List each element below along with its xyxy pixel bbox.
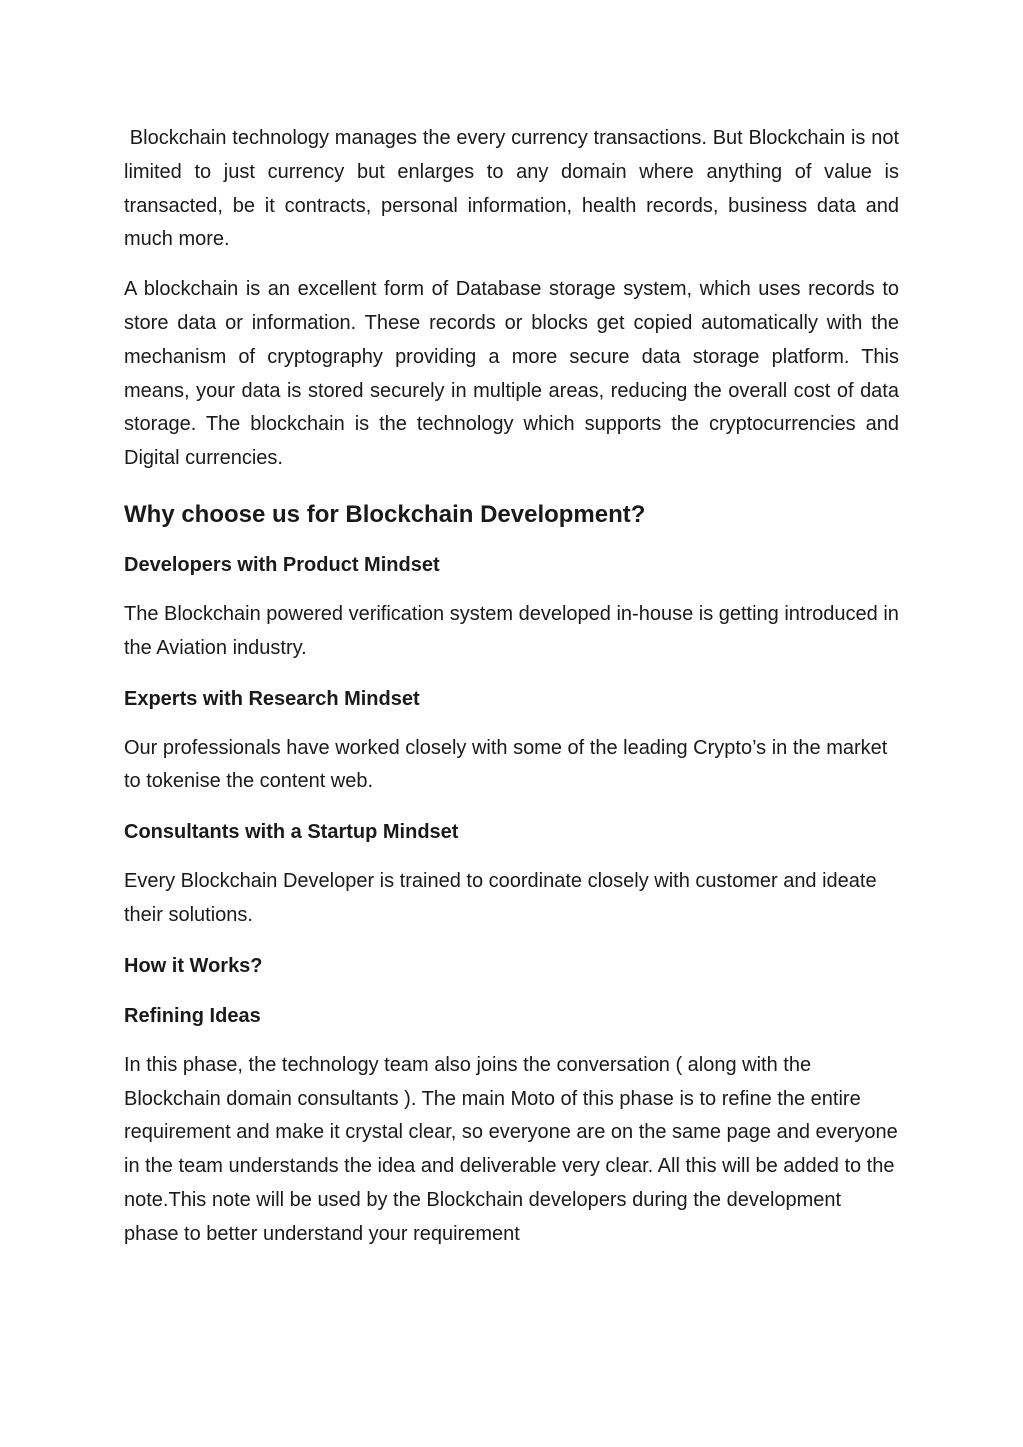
how-heading: How it Works?	[124, 954, 263, 977]
intro-paragraph-1-text: Blockchain technology manages the every currency transactions. But Blockchain is not limited to just currency but enlarges to any domain where anything of value is transacted, be it contracts, personal information, health records, business data and much more.	[124, 127, 899, 251]
why-item-body-2: Our professionals have worked closely with some of the leading Crypto’s in the market to tokenise the content web.	[124, 736, 888, 793]
how-step-title: Refining Ideas	[124, 1004, 261, 1027]
intro-paragraph-2: A blockchain is an excellent form of Database storage system, which uses records to store data or information. These records or blocks get copied automatically with the mechanism of cryptography providing a more secure data storage platform. This means, your data is stored securely in multiple areas, reducing the overall cost of data storage. The blockchain is the technology which supports the cryptocurrencies and Digital currencies.	[124, 278, 899, 470]
document-page	[124, 122, 899, 1268]
why-item-title-2: Experts with Research Mindset	[124, 687, 420, 710]
intro-paragraph-1	[124, 122, 899, 257]
why-item-title-1: Developers with Product Mindset	[124, 553, 440, 576]
why-item-body-1: The Blockchain powered verification system developed in-house is getting introduced in the Aviation industry.	[124, 602, 899, 659]
why-heading: Why choose us for Blockchain Development?	[124, 500, 646, 528]
how-step-body: In this phase, the technology team also joins the conversation ( along with the Blockchain domain consultants ). The main Moto of this phase is to refine the entire requirement and make it crystal clear, so everyone are on the same page and everyone in the team understands the idea and deliverable very clear. All this will be added to the note.This note will be used by the Blockchain developers during the development phase to better understand your requirement	[124, 1053, 898, 1245]
why-item-body-3: Every Blockchain Developer is trained to coordinate closely with customer and ideate their solutions.	[124, 870, 877, 926]
why-item-title-3: Consultants with a Startup Mindset	[124, 821, 459, 844]
